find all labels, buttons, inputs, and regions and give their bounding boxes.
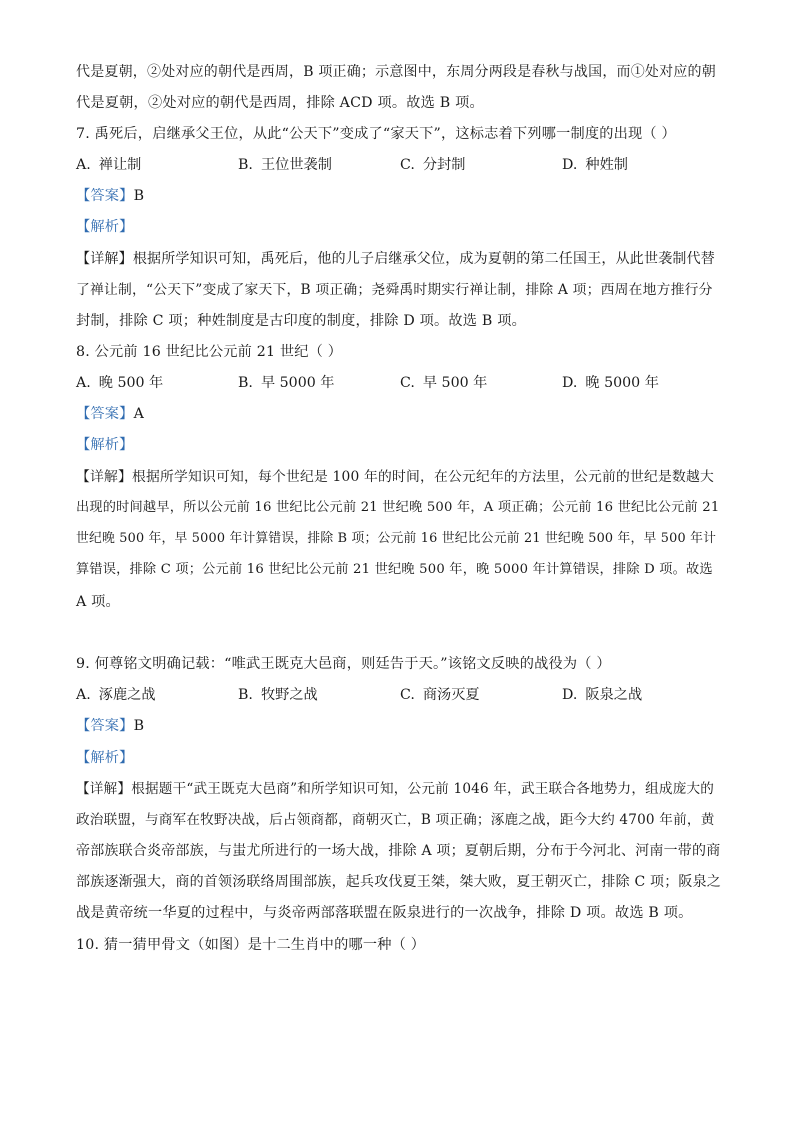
option-text: 种姓制 bbox=[585, 157, 628, 173]
detail-label: 【详解】 bbox=[76, 251, 133, 267]
q9-analysis bbox=[76, 748, 721, 768]
option-letter: B. bbox=[238, 157, 253, 173]
detail-label: 【详解】 bbox=[76, 469, 132, 485]
option-letter: A. bbox=[76, 375, 91, 391]
option-letter: D. bbox=[562, 157, 578, 173]
q8-detail-line-5: A 项。 bbox=[76, 594, 120, 610]
option-letter: D. bbox=[562, 375, 578, 391]
q7-option-a bbox=[76, 155, 141, 175]
option-text: 牧野之战 bbox=[260, 687, 318, 703]
q8-detail-line-3: 世纪晚 500 年，早 5000 年计算错误，排除 B 项；公元前 16 世纪比公元前 21 世纪晚 500 年，早 500 年计 bbox=[76, 531, 717, 546]
q9-option-d bbox=[562, 685, 642, 705]
analysis-label: 【解析】 bbox=[76, 437, 134, 453]
option-letter: C. bbox=[400, 375, 415, 391]
option-letter: B. bbox=[238, 375, 253, 391]
answer-label: 【答案】 bbox=[76, 406, 134, 422]
option-text: 王位世袭制 bbox=[260, 157, 332, 173]
q7-detail-line-2: 了禅让制，“公天下”变成了家天下，B 项正确；尧舜禹时期实行禅让制，排除 A 项；西周在地方推行分 bbox=[76, 282, 713, 298]
q9-stem: 9. 何尊铭文明确记载：“唯武王既克大邑商，则廷告于天。”该铭文反映的战役为（ ） bbox=[76, 656, 611, 672]
q9-detail-line-5: 战是黄帝统一华夏的过程中，与炎帝两部落联盟在阪泉进行的一次战争，排除 D 项。故选 B 项。 bbox=[76, 905, 693, 921]
q9-option-c bbox=[400, 685, 480, 705]
answer-value: A bbox=[133, 406, 145, 422]
option-letter: D. bbox=[562, 687, 578, 703]
q9-option-b bbox=[238, 685, 318, 705]
answer-label: 【答案】 bbox=[76, 718, 134, 734]
q7-detail-line-3: 封制，排除 C 项；种姓制度是古印度的制度，排除 D 项。故选 B 项。 bbox=[76, 313, 526, 329]
option-text: 商汤灭夏 bbox=[422, 687, 480, 703]
answer-value: B bbox=[133, 718, 145, 734]
q7-answer bbox=[76, 186, 721, 206]
detail-text: 根据所学知识可知，禹死后，他的儿子启继承父位，成为夏朝的第二任国王，从此世袭制代替 bbox=[132, 251, 716, 267]
q8-stem: 8. 公元前 16 世纪比公元前 21 世纪（ ） bbox=[76, 344, 343, 360]
option-letter: B. bbox=[238, 687, 253, 703]
q8-options bbox=[76, 373, 721, 393]
q7-option-c bbox=[400, 155, 465, 175]
q9-detail-line-2: 政治联盟，与商军在牧野决战，后占领商都，商朝灭亡，B 项正确；涿鹿之战，距今大约 4700 年前，黄 bbox=[76, 812, 715, 828]
q8-detail-line-4: 算错误，排除 C 项；公元前 16 世纪比公元前 21 世纪晚 500 年，晚 5000 年计算错误，排除 D 项。故选 bbox=[76, 562, 713, 577]
q7-analysis bbox=[76, 217, 721, 237]
detail-text: 根据所学知识可知，每个世纪是 100 年的时间，在公元纪年的方法里，公元前的世纪是数越大 bbox=[132, 469, 714, 485]
q8-analysis bbox=[76, 435, 721, 455]
option-text: 早 500 年 bbox=[422, 375, 488, 391]
option-text: 涿鹿之战 bbox=[98, 687, 156, 703]
intro-line-1: 代是夏朝，②处对应的朝代是西周，B 项正确；示意图中，东周分两段是春秋与战国，而①处对应的朝 bbox=[76, 64, 716, 80]
detail-text: 根据题干“武王既克大邑商”和所学知识可知，公元前 1046 年，武王联合各地势力，组成庞大的 bbox=[131, 781, 715, 797]
q7-option-d bbox=[562, 155, 628, 175]
q8-option-b bbox=[238, 373, 334, 393]
q7-stem: 7. 禹死后，启继承父王位，从此“公天下”变成了“家天下”，这标志着下列哪一制度的出现（ ） bbox=[76, 126, 676, 142]
answer-label: 【答案】 bbox=[76, 188, 134, 204]
q7-detail-line-1 bbox=[76, 249, 721, 269]
option-text: 晚 5000 年 bbox=[585, 375, 659, 391]
q7-options bbox=[76, 155, 721, 175]
q9-detail-line-4: 部族逐渐强大，商的首领汤联络周围部族，起兵攻伐夏王桀，桀大败，夏王朝灭亡，排除 C 项；阪泉之 bbox=[76, 874, 722, 890]
option-letter: C. bbox=[400, 687, 415, 703]
q7-option-b bbox=[238, 155, 332, 175]
option-text: 早 5000 年 bbox=[260, 375, 335, 391]
q9-detail-line-1 bbox=[76, 779, 721, 799]
q9-answer bbox=[76, 716, 721, 736]
option-text: 分封制 bbox=[422, 157, 466, 173]
q8-answer bbox=[76, 404, 721, 424]
detail-label: 【详解】 bbox=[76, 781, 132, 797]
q8-detail-line-2: 出现的时间越早，所以公元前 16 世纪比公元前 21 世纪晚 500 年，A 项正确；公元前 16 世纪比公元前 21 bbox=[76, 500, 720, 515]
intro-line-2: 代是夏朝，②处对应的朝代是西周，排除 ACD 项。故选 B 项。 bbox=[76, 95, 484, 111]
q9-detail-line-3: 帝部族联合炎帝部族，与蚩尤所进行的一场大战，排除 A 项；夏朝后期，分布于今河北、河南一带的商 bbox=[76, 843, 721, 859]
q8-detail-line-1 bbox=[76, 467, 721, 487]
answer-value: B bbox=[133, 188, 145, 204]
analysis-label: 【解析】 bbox=[76, 750, 134, 766]
option-letter: A. bbox=[76, 687, 91, 703]
q8-option-c bbox=[400, 373, 487, 393]
q8-option-d bbox=[562, 373, 659, 393]
option-text: 晚 500 年 bbox=[98, 375, 164, 391]
option-letter: A. bbox=[76, 157, 91, 173]
q10-stem: 10. 猜一猜甲骨文（如图）是十二生肖中的哪一种（ ） bbox=[76, 937, 426, 953]
option-text: 禅让制 bbox=[98, 157, 142, 173]
option-letter: C. bbox=[400, 157, 415, 173]
q9-options bbox=[76, 685, 721, 705]
q8-option-a bbox=[76, 373, 163, 393]
q9-option-a bbox=[76, 685, 156, 705]
option-text: 阪泉之战 bbox=[585, 687, 643, 703]
analysis-label: 【解析】 bbox=[76, 219, 134, 235]
